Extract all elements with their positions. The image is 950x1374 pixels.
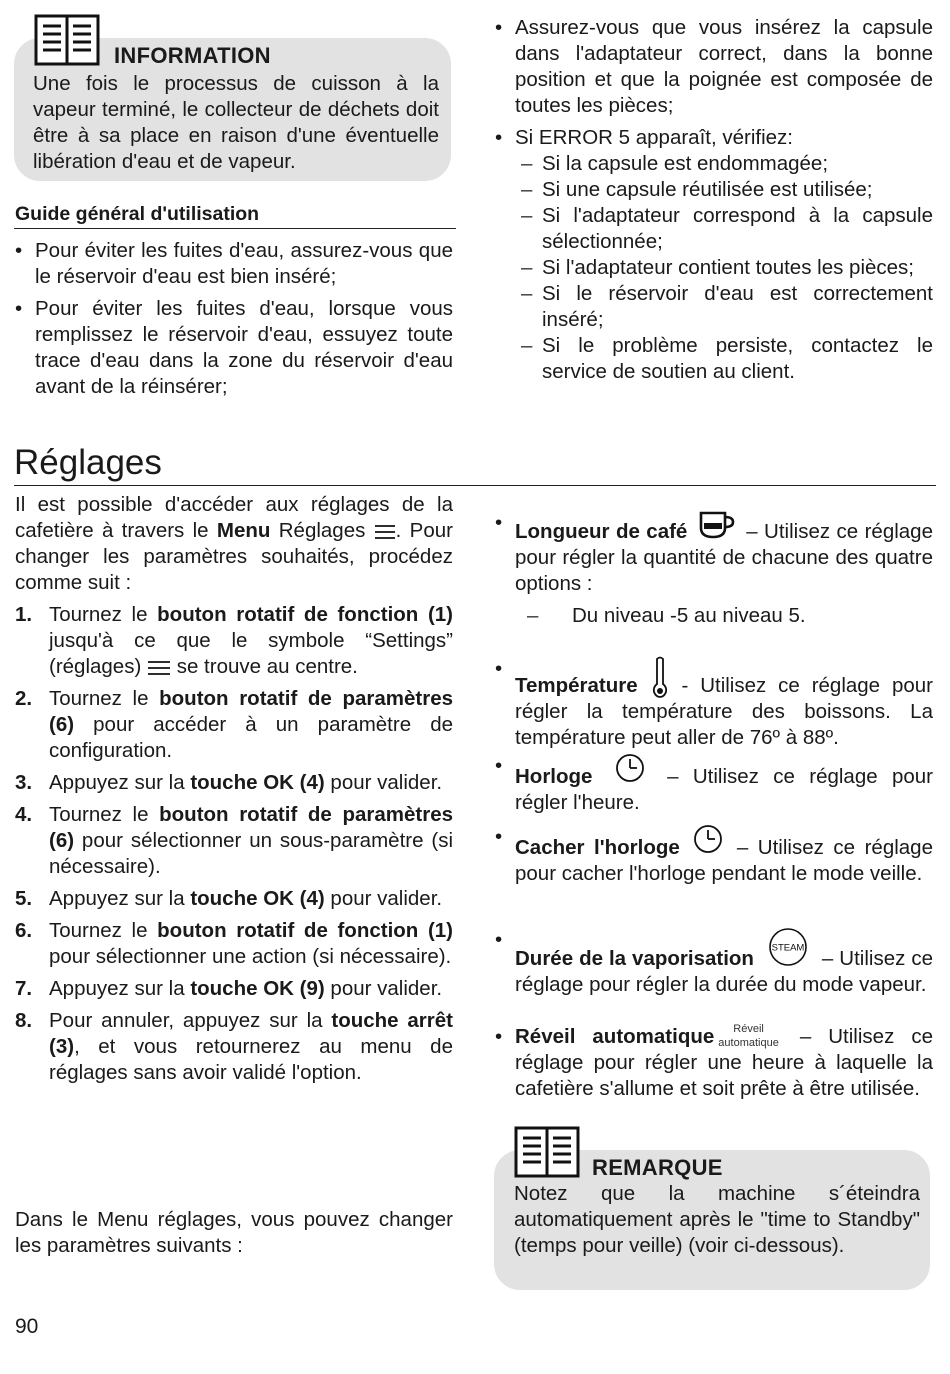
setting-sub: Du niveau -5 au niveau 5. [572, 604, 806, 627]
step-bold: touche OK (9) [190, 977, 325, 1000]
check-item: – Si une capsule réutilisée est utilisée; [515, 177, 933, 203]
auto-wake-label-icon: Réveil automatique [718, 1023, 779, 1049]
setting-name: Cacher l'horloge [515, 836, 680, 859]
step-bold: bouton rotatif de fonction (1) [157, 603, 453, 626]
guide-list [15, 238, 453, 400]
setting-name: Durée de la vaporisation [515, 947, 754, 970]
settings-menu-icon [147, 659, 171, 677]
intro-text: Réglages [270, 519, 374, 542]
step-item [15, 1008, 453, 1086]
intro-text: . Pour changer les paramètres souhaités, procédez comme suit : [15, 519, 453, 594]
setting-name: Réveil automatique [515, 1025, 715, 1048]
right-top-list [495, 15, 933, 385]
check-item: – Si le problème persiste, contactez le service de soutien au client. [515, 333, 933, 385]
setting-coffee-length [495, 510, 933, 597]
step-number: 7. [15, 977, 33, 1000]
setting-temperature [495, 656, 933, 751]
step-text: Tournez le [49, 919, 158, 942]
dash-bullet: – [527, 604, 539, 627]
step-item [15, 602, 453, 680]
step-bold: touche OK (4) [190, 887, 325, 910]
step-text: Appuyez sur la [49, 977, 191, 1000]
error5-item [495, 125, 933, 385]
step-item [15, 770, 453, 796]
step-bold: bouton rotatif de fonction (1) [157, 919, 453, 942]
section-title: Réglages [14, 443, 162, 482]
page-number: 90 [15, 1315, 39, 1338]
step-bold: touche arrêt (3) [49, 1009, 453, 1058]
step-number: 1. [15, 603, 33, 626]
step-number: 8. [15, 1009, 33, 1032]
step-text: Tournez le [49, 687, 160, 710]
step-text: pour valider. [324, 977, 443, 1000]
note-text: Notez que la machine s´éteindra automatiquement après le "time to Standby" (temps pour veille) (voir ci-dessous). [514, 1182, 920, 1257]
step-bold: bouton rotatif de paramètres (6) [49, 803, 453, 852]
guide-heading-rule [14, 228, 456, 229]
setting-clock [495, 753, 933, 816]
step-item [15, 886, 453, 912]
step-text: Appuyez sur la [49, 887, 191, 910]
setting-desc: – Utilisez ce réglage pour régler la durée du mode vapeur. [515, 947, 933, 996]
step-text: Appuyez sur la [49, 771, 191, 794]
capsule-item: • Assurez-vous que vous insérez la capsule dans l'adaptateur correct, dans la bonne position et que la poignée est composée de toutes les pièces; [495, 15, 933, 119]
step-bold: touche OK (4) [190, 771, 325, 794]
step-text: Tournez le [49, 603, 158, 626]
outro-paragraph: Dans le Menu réglages, vous pouvez changer les paramètres suivants : [15, 1208, 453, 1257]
step-number: 4. [15, 803, 33, 826]
setting-name: Température [515, 674, 638, 697]
step-item [15, 802, 453, 880]
open-book-icon [34, 14, 100, 66]
step-text: pour sélectionner un sous-paramètre (si nécessaire). [49, 829, 453, 878]
step-text: se trouve au centre. [171, 655, 358, 678]
setting-desc: – Utilisez ce réglage pour régler l'heure. [515, 765, 933, 814]
clock-icon [613, 753, 647, 785]
coffee-cup-icon [698, 510, 736, 540]
setting-desc: – Utilisez ce réglage pour régler une heure à laquelle la cafetière s'allume et soit prête à être utilisée. [515, 1025, 933, 1100]
step-text: Tournez le [49, 803, 160, 826]
check-item: – Si l'adaptateur contient toutes les pièces; [515, 255, 933, 281]
guide-item: • Pour éviter les fuites d'eau, assurez-vous que le réservoir d'eau est bien inséré; [15, 238, 453, 290]
step-text: pour sélectionner une action (si nécessaire). [49, 945, 452, 968]
guide-heading: Guide général d'utilisation [15, 203, 260, 225]
step-item [15, 918, 453, 970]
note-title: REMARQUE [592, 1155, 723, 1180]
intro-paragraph [15, 492, 453, 596]
clock-icon [691, 824, 725, 856]
step-number: 6. [15, 919, 33, 942]
thermometer-icon [652, 656, 668, 698]
check-item: – Si l'adaptateur correspond à la capsule sélectionnée; [515, 203, 933, 255]
check-item: – Si la capsule est endommagée; [515, 151, 933, 177]
open-book-icon [514, 1126, 580, 1178]
setting-auto-wake [495, 1024, 933, 1102]
step-item [15, 686, 453, 764]
step-number: 3. [15, 771, 33, 794]
step-text: , et vous retournerez au menu de réglages sans avoir validé l'option. [49, 1035, 453, 1084]
setting-name: Longueur de café [515, 520, 688, 543]
step-number: 5. [15, 887, 33, 910]
section-rule [14, 485, 936, 486]
auto-wake-label-line: automatique [718, 1037, 779, 1049]
step-number: 2. [15, 687, 33, 710]
step-bold: bouton rotatif de paramètres (6) [49, 687, 453, 736]
step-item [15, 976, 453, 1002]
steam-icon [766, 927, 810, 967]
setting-desc: – Utilisez ce réglage pour régler la quantité de chacune des quatre options : [515, 520, 933, 595]
setting-steam-duration [495, 927, 933, 998]
steps-list [15, 602, 453, 1086]
step-text: pour accéder à un paramètre de configuration. [49, 713, 453, 762]
menu-icon [374, 523, 396, 541]
information-text: Une fois le processus de cuisson à la vapeur terminé, le collecteur de déchets doit être à sa place en raison d'une éventuelle libération d'eau et de vapeur. [33, 72, 439, 173]
step-text: pour valider. [324, 771, 443, 794]
error5-label: Si ERROR 5 apparaît, vérifiez: [515, 126, 793, 149]
step-text: Pour annuler, appuyez sur la [49, 1009, 332, 1032]
step-text: jusqu'à ce que le symbole “Settings” (réglages) [49, 629, 453, 678]
steam-icon-label: STEAM [771, 942, 805, 954]
setting-hide-clock [495, 824, 933, 887]
intro-menu: Menu [216, 519, 271, 542]
error5-checks [515, 151, 933, 385]
intro-text: Il est possible d'accéder aux réglages de la cafetière à travers le [15, 493, 453, 542]
setting-name: Horloge [515, 765, 593, 788]
step-text: pour valider. [324, 887, 443, 910]
check-item: – Si le réservoir d'eau est correctement inséré; [515, 281, 933, 333]
setting-desc: - Utilisez ce réglage pour régler la température des boissons. La température peut aller de 76º à 88º. [515, 674, 934, 749]
setting-desc: – Utilisez ce réglage pour cacher l'horloge pendant le mode veille. [515, 836, 933, 885]
guide-item: • Pour éviter les fuites d'eau, lorsque vous remplissez le réservoir d'eau, essuyez toute trace d'eau dans la zone du réservoir d'eau avant de la réinsérer; [15, 296, 453, 400]
information-title: INFORMATION [114, 43, 271, 68]
